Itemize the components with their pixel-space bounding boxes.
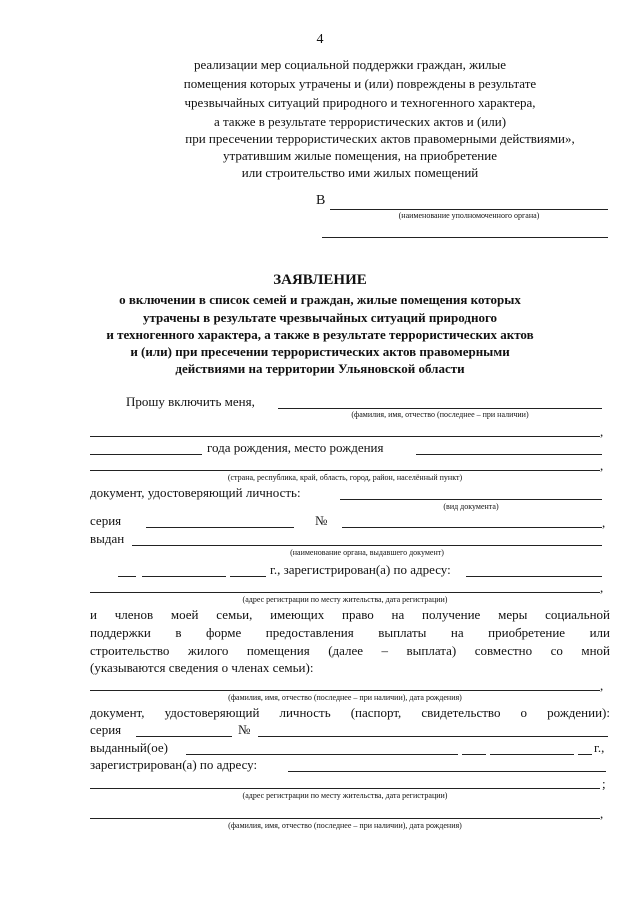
header-line: при пресечении террористических актов правомерными действиями», [185,131,575,146]
issue-month-field[interactable] [142,576,226,577]
paragraph-line: строительство жилого помещения (далее – выплата) совместно со мной [90,643,610,658]
series-label: серия [90,513,122,528]
birth-place-field-2[interactable] [90,470,600,471]
title-line: о включении в список семей и граждан, жилые помещения которых [119,292,521,307]
comma: , [602,515,606,530]
member-issue-month-field[interactable] [490,754,574,755]
header-line: помещения которых утрачены и (или) повреждены в результате [183,76,537,91]
paragraph-line: поддержки в форме предоставления выплаты на приобретение или [90,625,610,640]
paragraph-line: и членов моей семьи, имеющих право на получение меры социальной [90,607,610,622]
caption-place: (страна, республика, край, область, город, район, населённый пункт) [227,473,463,482]
birth-label: года рождения, место рождения [207,440,384,455]
page-number: 4 [316,32,324,47]
semicolon: ; [602,776,606,791]
request-text: Прошу включить меня, [126,394,255,409]
addressee-caption: (наименование уполномоченного органа) [398,211,540,220]
birth-place-field[interactable] [416,454,602,455]
number-field[interactable] [342,527,602,528]
member-address-field-2[interactable] [90,788,600,789]
number-sign: № [315,513,328,528]
addressee-line-2[interactable] [322,237,608,238]
caption-fio-birth-2: (фамилия, имя, отчество (последнее – при наличии), дата рождения) [228,821,462,830]
title-line: действиями на территории Ульяновской области [175,361,465,376]
series-field[interactable] [146,527,294,528]
header-line: или строительство ими жилых помещений [241,165,479,180]
comma: , [600,580,604,595]
applicant-fio-field[interactable] [278,408,602,409]
issued-label: выдан [90,531,125,546]
member-issued-label: выданный(ое) [90,740,168,755]
addressee-prefix: В [316,193,326,208]
member-address-field[interactable] [288,771,606,772]
addressee-line[interactable] [330,209,608,210]
caption-fio: (фамилия, имя, отчество (последнее – при наличии) [351,410,529,419]
address-field[interactable] [466,576,602,577]
paragraph-last-line: (указываются сведения о членах семьи): [90,660,314,675]
caption-issuer: (наименование органа, выдавшего документ) [290,548,444,557]
member-series-label: серия [90,722,122,737]
caption-fio-birth: (фамилия, имя, отчество (последнее – при наличии), дата рождения) [228,693,462,702]
year-suffix: г., [594,740,605,755]
address-field-2[interactable] [90,592,600,593]
year-registered-label: г., зарегистрирован(а) по адресу: [270,562,451,577]
member-registered-label: зарегистрирован(а) по адресу: [90,757,258,772]
member-series-field[interactable] [136,736,232,737]
member-issuer-field[interactable] [186,754,458,755]
member-document-label: документ, удостоверяющий личность (паспорт, свидетельство о рождении): [90,705,610,720]
birth-year-field[interactable] [90,454,202,455]
member-fio-field[interactable] [90,690,600,691]
issuer-field[interactable] [132,545,602,546]
header-line: утратившим жилые помещения, на приобретение [223,148,497,163]
document-type-field[interactable] [340,499,602,500]
member2-fio-field[interactable] [90,818,600,819]
comma: , [600,678,604,693]
caption-doc-type: (вид документа) [443,502,499,511]
member-number-field[interactable] [258,736,608,737]
comma: , [600,424,604,439]
document-title: ЗАЯВЛЕНИЕ [273,272,367,288]
title-line: и (или) при пресечении террористических актов правомерными [130,344,510,359]
document-label: документ, удостоверяющий личность: [90,485,301,500]
title-line: и техногенного характера, а также в результате террористических актов [106,327,534,342]
title-line: утрачены в результате чрезвычайных ситуаций природного [142,310,498,325]
applicant-fio-field-2[interactable] [90,436,600,437]
member-number-sign: № [238,722,251,737]
member-issue-year-field[interactable] [578,754,592,755]
issue-year-field[interactable] [230,576,266,577]
comma: , [600,458,604,473]
member-issue-day-field[interactable] [462,754,486,755]
caption-address: (адрес регистрации по месту жительства, дата регистрации) [242,595,448,604]
header-line: а также в результате террористических актов и (или) [213,114,507,129]
comma: , [600,806,604,821]
header-line: реализации мер социальной поддержки граждан, жилые [193,57,507,72]
header-line: чрезвычайных ситуаций природного и техногенного характера, [184,95,536,110]
caption-address-2: (адрес регистрации по месту жительства, дата регистрации) [242,791,448,800]
issue-day-field[interactable] [118,576,136,577]
